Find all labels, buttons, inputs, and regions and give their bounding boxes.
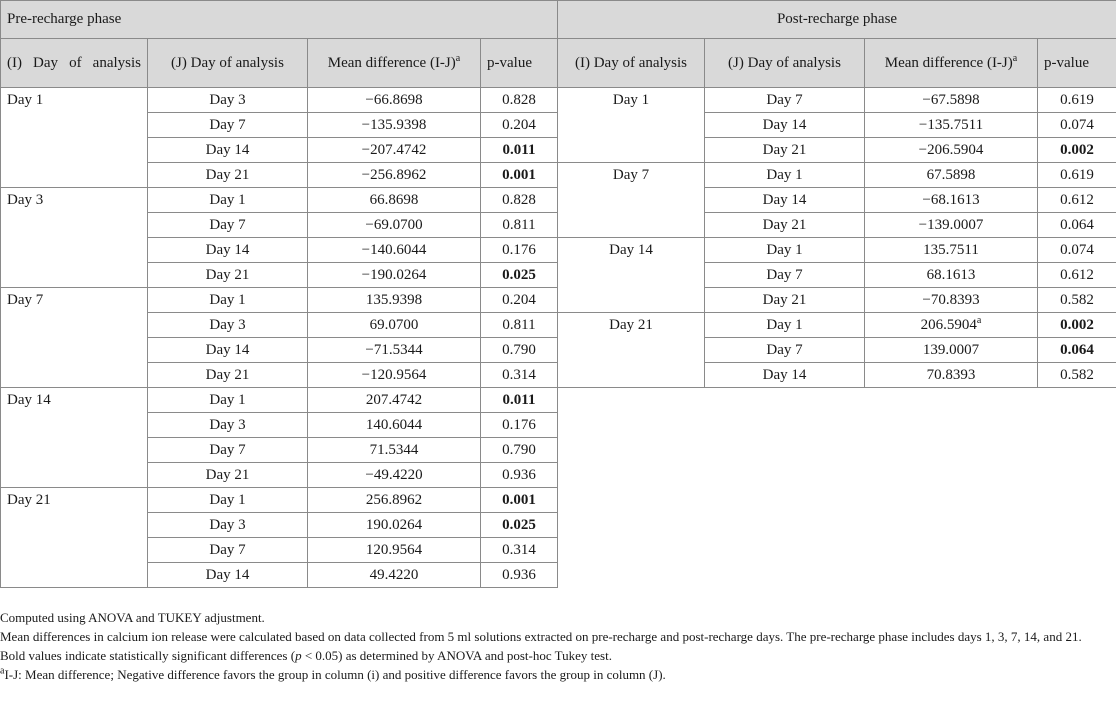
post-mean-diff-cell (865, 263, 1038, 288)
post-day-j-cell: Day 14 (705, 363, 865, 388)
post-p-value-cell: 0.002 (1038, 313, 1116, 338)
post-day-i-cell: Day 14 (558, 238, 705, 313)
pre-p-value-cell: 0.828 (481, 88, 558, 113)
pre-p-value-cell: 0.204 (481, 113, 558, 138)
pre-day-j-cell: Day 7 (148, 538, 308, 563)
pre-day-j-cell: Day 14 (148, 138, 308, 163)
pre-day-j-cell: Day 1 (148, 288, 308, 313)
post-p-value-cell: 0.612 (1038, 188, 1116, 213)
pre-p-value-cell: 0.001 (481, 163, 558, 188)
post-mean-diff-sup: a (976, 315, 982, 326)
post-mean-diff-value: −206.5904 (918, 142, 984, 158)
post-mean-diff-cell (865, 338, 1038, 363)
pre-mean-diff-cell: 190.0264 (308, 513, 481, 538)
pre-col-p-header: p-value (481, 39, 558, 88)
pre-p-value-cell: 0.936 (481, 563, 558, 588)
post-mean-diff-value: −67.5898 (922, 92, 980, 108)
post-day-j-cell: Day 21 (705, 213, 865, 238)
pre-p-value-cell: 0.204 (481, 288, 558, 313)
pre-mean-diff-cell: −135.9398 (308, 113, 481, 138)
pre-p-value-cell: 0.811 (481, 213, 558, 238)
post-day-i-cell: Day 1 (558, 88, 705, 163)
pre-day-j-cell: Day 3 (148, 513, 308, 538)
footnote-4-sup: a (0, 665, 5, 677)
pre-col-i-header: (I) Day of analysis (1, 39, 148, 88)
post-p-value-cell: 0.002 (1038, 138, 1116, 163)
post-mean-diff-value: 206.5904 (920, 317, 977, 333)
post-mean-diff-value: 68.1613 (926, 267, 976, 283)
pre-day-j-cell: Day 7 (148, 438, 308, 463)
pre-day-j-cell: Day 1 (148, 488, 308, 513)
table-row (1, 163, 1116, 188)
pre-day-j-cell: Day 21 (148, 363, 308, 388)
pre-mean-diff-cell: 49.4220 (308, 563, 481, 588)
footnote-4-text: I-J: Mean difference; Negative difference favors the group in column (i) and positive difference favors the group in column (J). (4, 667, 666, 682)
post-col-p-header: p-value (1038, 39, 1116, 88)
table-row (1, 88, 1116, 113)
post-p-value-cell: 0.619 (1038, 88, 1116, 113)
post-mean-diff-value: −70.8393 (922, 292, 980, 308)
pre-mean-diff-cell: −49.4220 (308, 463, 481, 488)
post-mean-diff-value: 67.5898 (926, 167, 976, 183)
post-day-j-cell: Day 1 (705, 163, 865, 188)
pre-day-j-cell: Day 14 (148, 238, 308, 263)
post-phase-header: Post-recharge phase (558, 1, 1116, 39)
post-day-j-cell: Day 7 (705, 263, 865, 288)
post-p-value-cell: 0.074 (1038, 113, 1116, 138)
post-day-j-cell: Day 1 (705, 313, 865, 338)
post-mean-diff-value: −135.7511 (918, 117, 984, 133)
pre-day-i-cell: Day 7 (1, 288, 148, 388)
post-mean-diff-cell (865, 163, 1038, 188)
post-mean-diff-value: −139.0007 (918, 217, 984, 233)
pre-mean-diff-cell: −190.0264 (308, 263, 481, 288)
post-day-j-cell: Day 21 (705, 138, 865, 163)
pre-day-j-cell: Day 1 (148, 388, 308, 413)
table-row (1, 238, 1116, 263)
pre-p-value-cell: 0.011 (481, 138, 558, 163)
post-mean-diff-cell (865, 213, 1038, 238)
post-mean-diff-cell (865, 113, 1038, 138)
pre-mean-diff-cell: 71.5344 (308, 438, 481, 463)
pre-day-j-cell: Day 1 (148, 188, 308, 213)
pre-p-value-cell: 0.011 (481, 388, 558, 413)
post-day-j-cell: Day 21 (705, 288, 865, 313)
pre-p-value-cell: 0.790 (481, 438, 558, 463)
mean-header-label: Mean difference (I-J) (327, 55, 456, 71)
pre-p-value-cell: 0.176 (481, 238, 558, 263)
pre-day-i-cell: Day 3 (1, 188, 148, 288)
post-day-i-cell: Day 7 (558, 163, 705, 238)
pre-day-i-cell: Day 21 (1, 488, 148, 588)
post-p-value-cell: 0.582 (1038, 363, 1116, 388)
pre-day-j-cell: Day 3 (148, 88, 308, 113)
pre-mean-diff-cell: 256.8962 (308, 488, 481, 513)
pre-mean-diff-cell: 120.9564 (308, 538, 481, 563)
post-p-value-cell: 0.064 (1038, 338, 1116, 363)
empty-area (558, 388, 1116, 588)
pre-day-j-cell: Day 7 (148, 213, 308, 238)
post-mean-diff-cell (865, 238, 1038, 263)
pre-mean-diff-cell: 135.9398 (308, 288, 481, 313)
post-day-j-cell: Day 14 (705, 188, 865, 213)
post-day-i-cell: Day 21 (558, 313, 705, 388)
pre-p-value-cell: 0.790 (481, 338, 558, 363)
pre-mean-diff-cell: −71.5344 (308, 338, 481, 363)
pre-mean-diff-cell: 140.6044 (308, 413, 481, 438)
footnote-2: Mean differences in calcium ion release were calculated based on data collected from 5 ml solutions extracted on pre-recharge and post-recharge days. The pre-recharge phase includes days 1, 3, 7, 14, and 21. (0, 629, 1082, 644)
post-mean-diff-cell (865, 188, 1038, 213)
pre-mean-diff-cell: 66.8698 (308, 188, 481, 213)
pre-mean-diff-cell: −120.9564 (308, 363, 481, 388)
pre-mean-diff-cell: −256.8962 (308, 163, 481, 188)
mean-header-sup: a (455, 53, 461, 64)
post-day-j-cell: Day 14 (705, 113, 865, 138)
post-mean-diff-cell (865, 138, 1038, 163)
post-p-value-cell: 0.582 (1038, 288, 1116, 313)
pre-col-j-header: (J) Day of analysis (148, 39, 308, 88)
pre-day-j-cell: Day 3 (148, 313, 308, 338)
pre-p-value-cell: 0.811 (481, 313, 558, 338)
footnote-4 (0, 665, 1110, 684)
post-col-i-header: (I) Day of analysis (558, 39, 705, 88)
pre-p-value-cell: 0.828 (481, 188, 558, 213)
pre-day-j-cell: Day 14 (148, 338, 308, 363)
pre-day-j-cell: Day 21 (148, 263, 308, 288)
pre-col-mean-header (308, 39, 481, 88)
footnote-3 (0, 646, 1110, 665)
pre-p-value-cell: 0.314 (481, 363, 558, 388)
pre-p-value-cell: 0.176 (481, 413, 558, 438)
pre-p-value-cell: 0.936 (481, 463, 558, 488)
pre-day-j-cell: Day 7 (148, 113, 308, 138)
post-mean-diff-cell (865, 363, 1038, 388)
footnote-3-text-a: Bold values indicate statistically significant differences ( (0, 648, 296, 663)
post-day-j-cell: Day 1 (705, 238, 865, 263)
pre-day-j-cell: Day 3 (148, 413, 308, 438)
pre-mean-diff-cell: 207.4742 (308, 388, 481, 413)
pre-day-j-cell: Day 21 (148, 163, 308, 188)
mean-header-sup: a (1012, 53, 1018, 64)
post-col-j-header: (J) Day of analysis (705, 39, 865, 88)
footnote-1: Computed using ANOVA and TUKEY adjustment. (0, 610, 265, 625)
pre-p-value-cell: 0.314 (481, 538, 558, 563)
mean-header-label: Mean difference (I-J) (884, 55, 1013, 71)
pre-day-i-cell: Day 14 (1, 388, 148, 488)
pre-mean-diff-cell: −66.8698 (308, 88, 481, 113)
post-mean-diff-value: 139.0007 (922, 342, 980, 358)
post-day-j-cell: Day 7 (705, 88, 865, 113)
pre-mean-diff-cell: −207.4742 (308, 138, 481, 163)
post-mean-diff-cell (865, 313, 1038, 338)
pre-p-value-cell: 0.025 (481, 513, 558, 538)
pre-day-i-cell: Day 1 (1, 88, 148, 188)
post-p-value-cell: 0.064 (1038, 213, 1116, 238)
pre-day-j-cell: Day 14 (148, 563, 308, 588)
post-mean-diff-value: −68.1613 (922, 192, 980, 208)
table-footnotes (0, 608, 1110, 684)
pre-p-value-cell: 0.025 (481, 263, 558, 288)
post-mean-diff-value: 70.8393 (926, 367, 976, 383)
post-mean-diff-value: 135.7511 (923, 242, 979, 258)
post-mean-diff-cell (865, 88, 1038, 113)
pre-mean-diff-cell: 69.0700 (308, 313, 481, 338)
table-row (1, 313, 1116, 338)
pre-p-value-cell: 0.001 (481, 488, 558, 513)
post-mean-diff-cell (865, 288, 1038, 313)
post-p-value-cell: 0.074 (1038, 238, 1116, 263)
post-day-j-cell: Day 7 (705, 338, 865, 363)
pre-phase-header: Pre-recharge phase (1, 1, 558, 39)
footnote-3-italic-p: p (295, 648, 302, 663)
post-p-value-cell: 0.619 (1038, 163, 1116, 188)
pre-day-j-cell: Day 21 (148, 463, 308, 488)
footnote-3-text-b: < 0.05) as determined by ANOVA and post-hoc Tukey test. (301, 648, 612, 663)
pre-mean-diff-cell: −69.0700 (308, 213, 481, 238)
table-row (1, 388, 1116, 413)
post-col-mean-header (865, 39, 1038, 88)
pre-mean-diff-cell: −140.6044 (308, 238, 481, 263)
post-p-value-cell: 0.612 (1038, 263, 1116, 288)
